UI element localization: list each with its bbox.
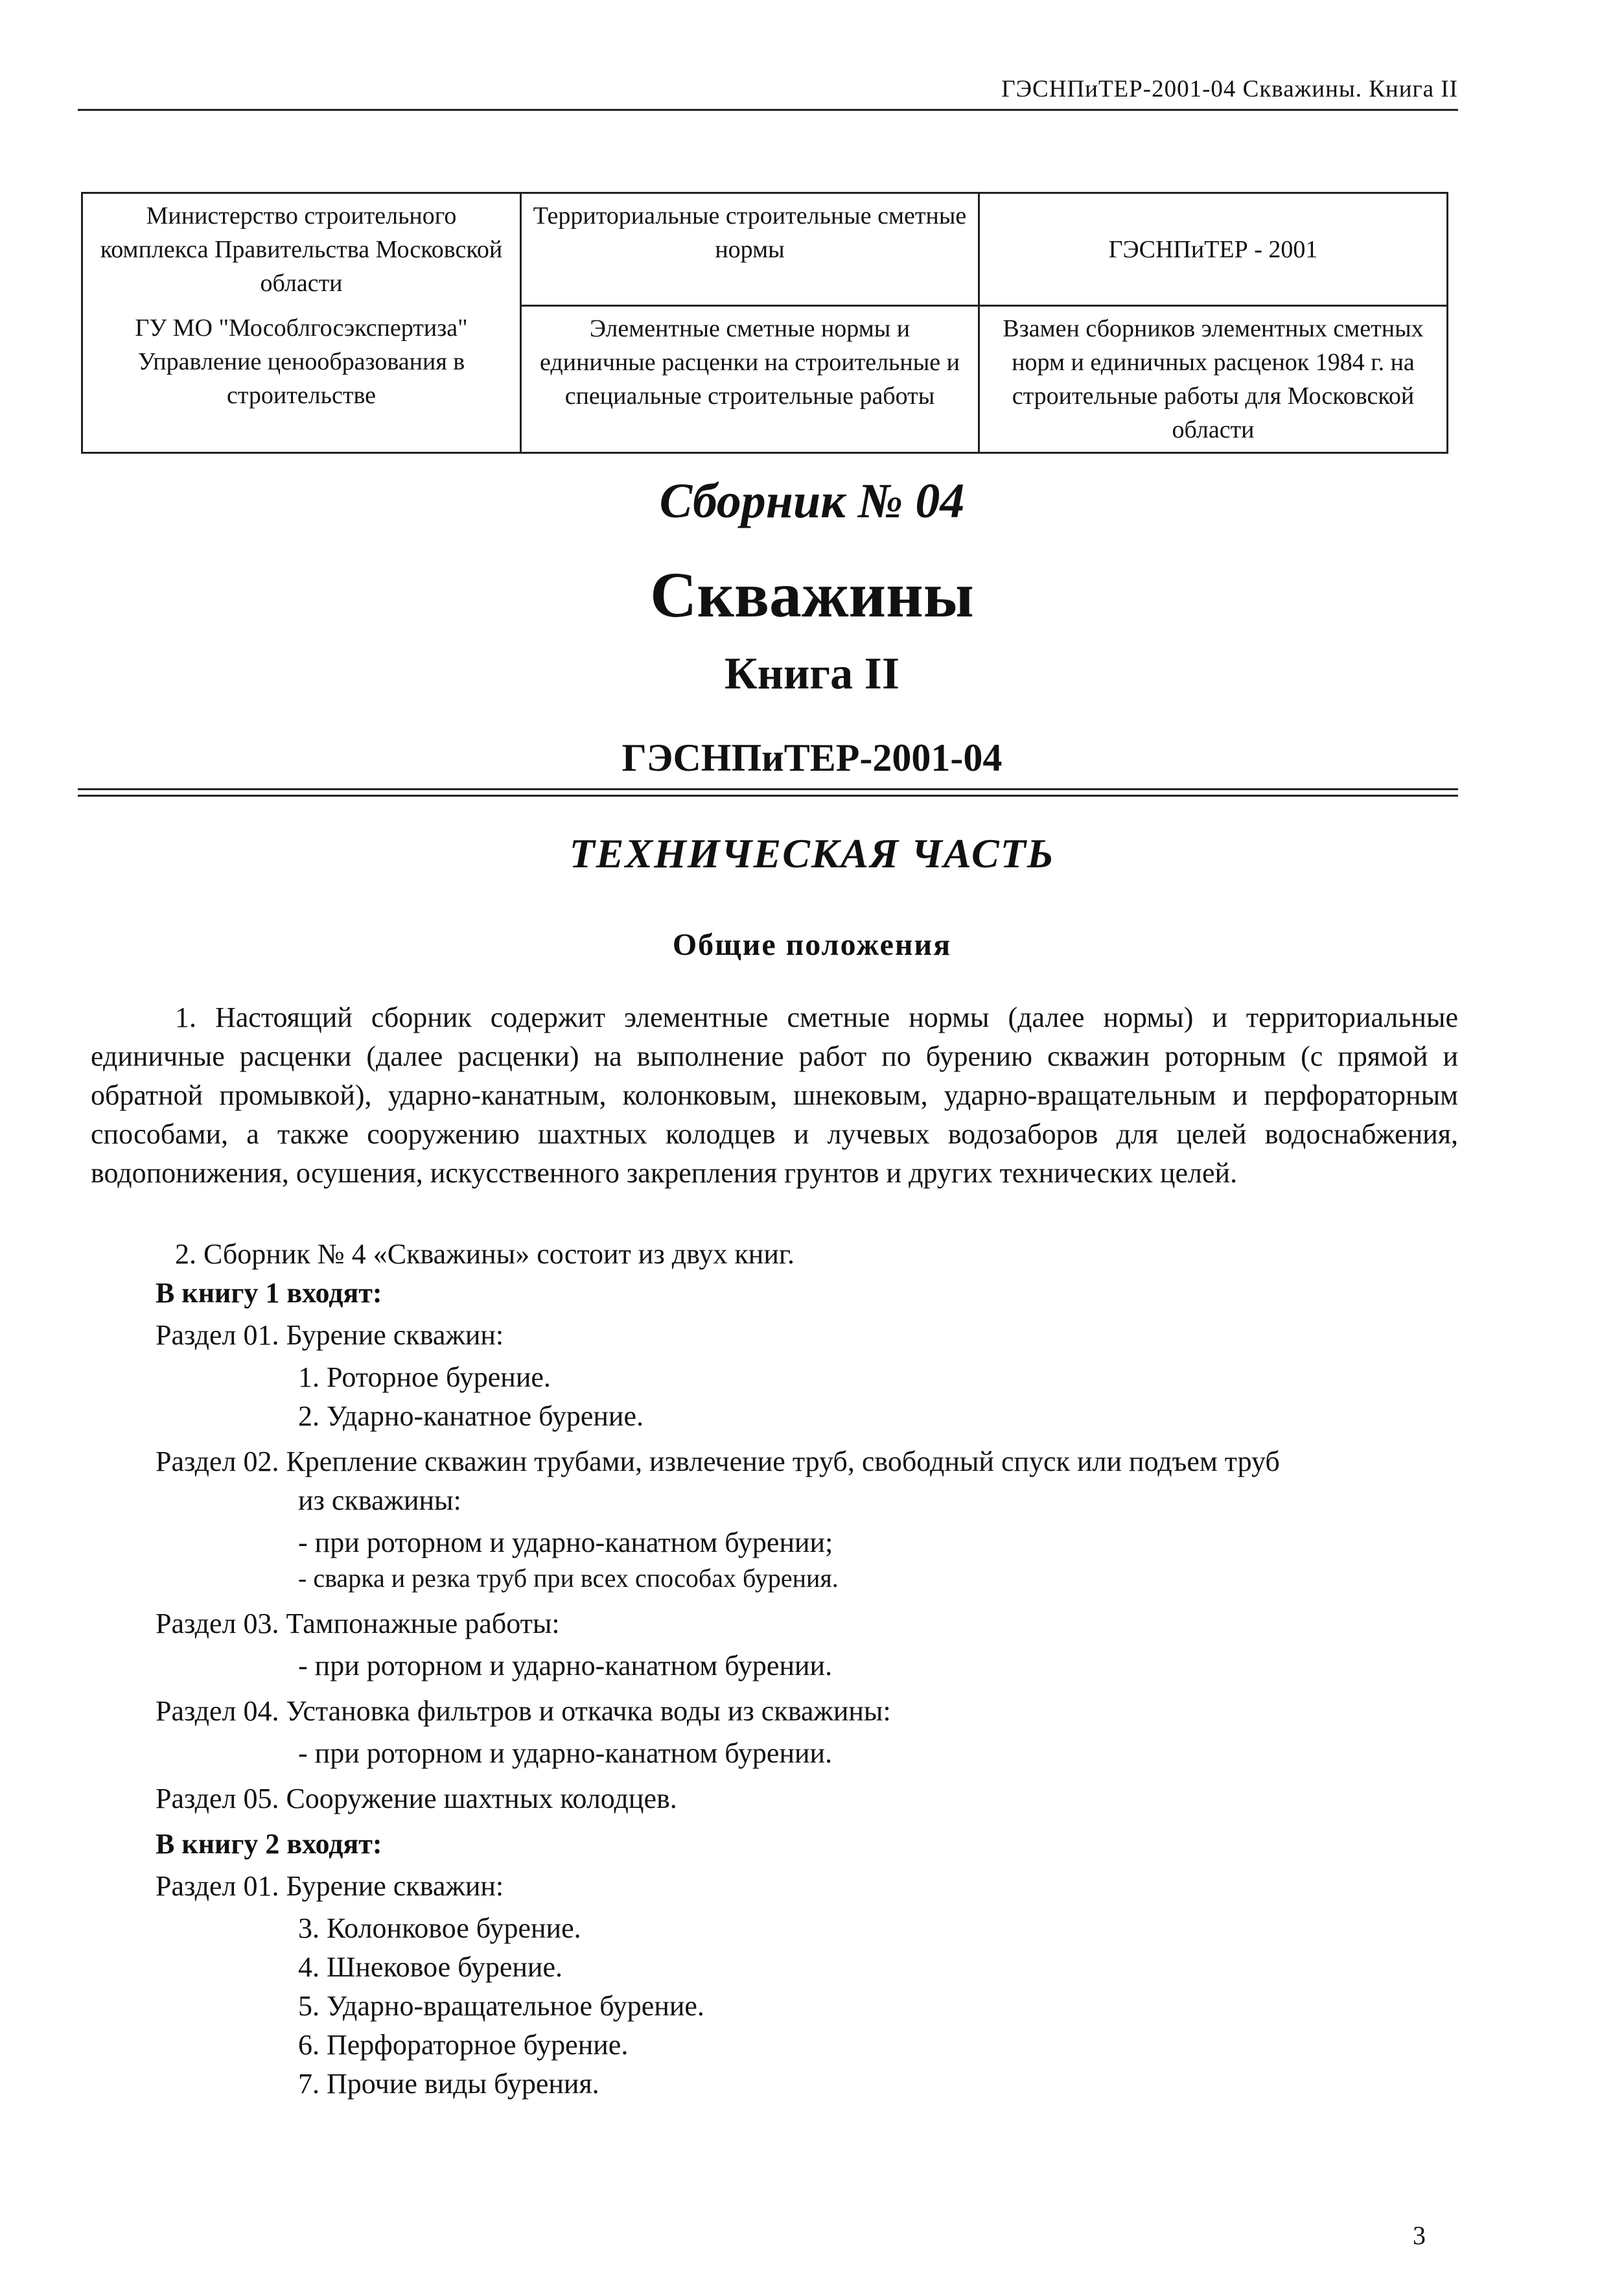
section-subheading: Общие положения — [672, 928, 952, 962]
list-item: 5. Ударно-вращательное бурение. — [298, 1990, 704, 2022]
collection-title: Скважины — [650, 559, 974, 631]
list-item: 7. Прочие виды бурения. — [298, 2068, 599, 2100]
section-heading: ТЕХНИЧЕСКАЯ ЧАСТЬ — [569, 830, 1055, 876]
book1-section-02-cont: из скважины: — [298, 1484, 461, 1516]
ministry-cell: Министерство строительного комплекса Правительства Московской области — [82, 193, 521, 306]
list-item: - сварка и резка труб при всех способах бурения. — [298, 1564, 839, 1593]
header-table — [81, 192, 1448, 454]
paragraph-1: 1. Настоящий сборник содержит элементные сметные нормы (далее нормы) и территориальные единичные расценки (далее расценки) на выполнение работ по бурению скважин роторным (с прямой и обратной промывкой), ударно-канатным, колонковым, шнековым, ударно-вращательным и перфораторным способами, а также сооружению шахтных колодцев и лучевых водозаборов для целей водоснабжения, водопонижения, осушения, искусственного закрепления грунтов и других технических целей. — [91, 1002, 1458, 1189]
book1-heading: В книгу 1 входят: — [156, 1277, 382, 1309]
paragraph-2: 2. Сборник № 4 «Скважины» состоит из двух книг. — [175, 1238, 795, 1270]
title-rule-top — [78, 788, 1458, 790]
book1-section-03: Раздел 03. Тампонажные работы: — [156, 1608, 560, 1639]
page-number: 3 — [1413, 2221, 1426, 2250]
book1-section-01: Раздел 01. Бурение скважин: — [156, 1319, 504, 1351]
table-row — [82, 306, 1448, 453]
title-rule-bottom — [78, 795, 1458, 797]
list-item: - при роторном и ударно-канатном бурении; — [298, 1527, 833, 1558]
list-item: 3. Колонковое бурение. — [298, 1912, 581, 1944]
table-row — [82, 193, 1448, 306]
collection-number: Сборник № 04 — [659, 474, 965, 528]
running-header: ГЭСНПиТЕР-2001-04 Скважины. Книга II — [1001, 76, 1458, 102]
book-label: Книга II — [724, 649, 900, 699]
list-item: 1. Роторное бурение. — [298, 1361, 551, 1393]
book1-section-04: Раздел 04. Установка фильтров и откачка воды из скважины: — [156, 1695, 891, 1727]
replacement-note-cell: Взамен сборников элементных сметных норм и единичных расценок 1984 г. на строительные работы для Московской области — [979, 306, 1448, 453]
norm-type-cell: Территориальные строительные сметные нормы — [521, 193, 979, 306]
book2-section-01: Раздел 01. Бурение скважин: — [156, 1870, 504, 1902]
list-item: 4. Шнековое бурение. — [298, 1951, 563, 1983]
book1-section-05: Раздел 05. Сооружение шахтных колодцев. — [156, 1783, 677, 1814]
list-item: 2. Ударно-канатное бурение. — [298, 1400, 644, 1432]
book2-heading: В книгу 2 входят: — [156, 1828, 382, 1860]
list-item: 6. Перфораторное бурение. — [298, 2029, 629, 2061]
header-rule — [78, 109, 1458, 111]
standard-code-cell: ГЭСНПиТЕР - 2001 — [979, 193, 1448, 306]
document-code: ГЭСНПиТЕР-2001-04 — [621, 736, 1003, 779]
book1-section-02: Раздел 02. Крепление скважин трубами, извлечение труб, свободный спуск или подъем труб — [156, 1446, 1280, 1477]
list-item: - при роторном и ударно-канатном бурении. — [298, 1650, 833, 1682]
list-item: - при роторном и ударно-канатном бурении. — [298, 1737, 833, 1769]
agency-cell: ГУ МО "Мособлгосэкспертиза" Управление ценообразования в строительстве — [82, 306, 521, 453]
norm-description-cell: Элементные сметные нормы и единичные расценки на строительные и специальные строительные работы — [521, 306, 979, 453]
